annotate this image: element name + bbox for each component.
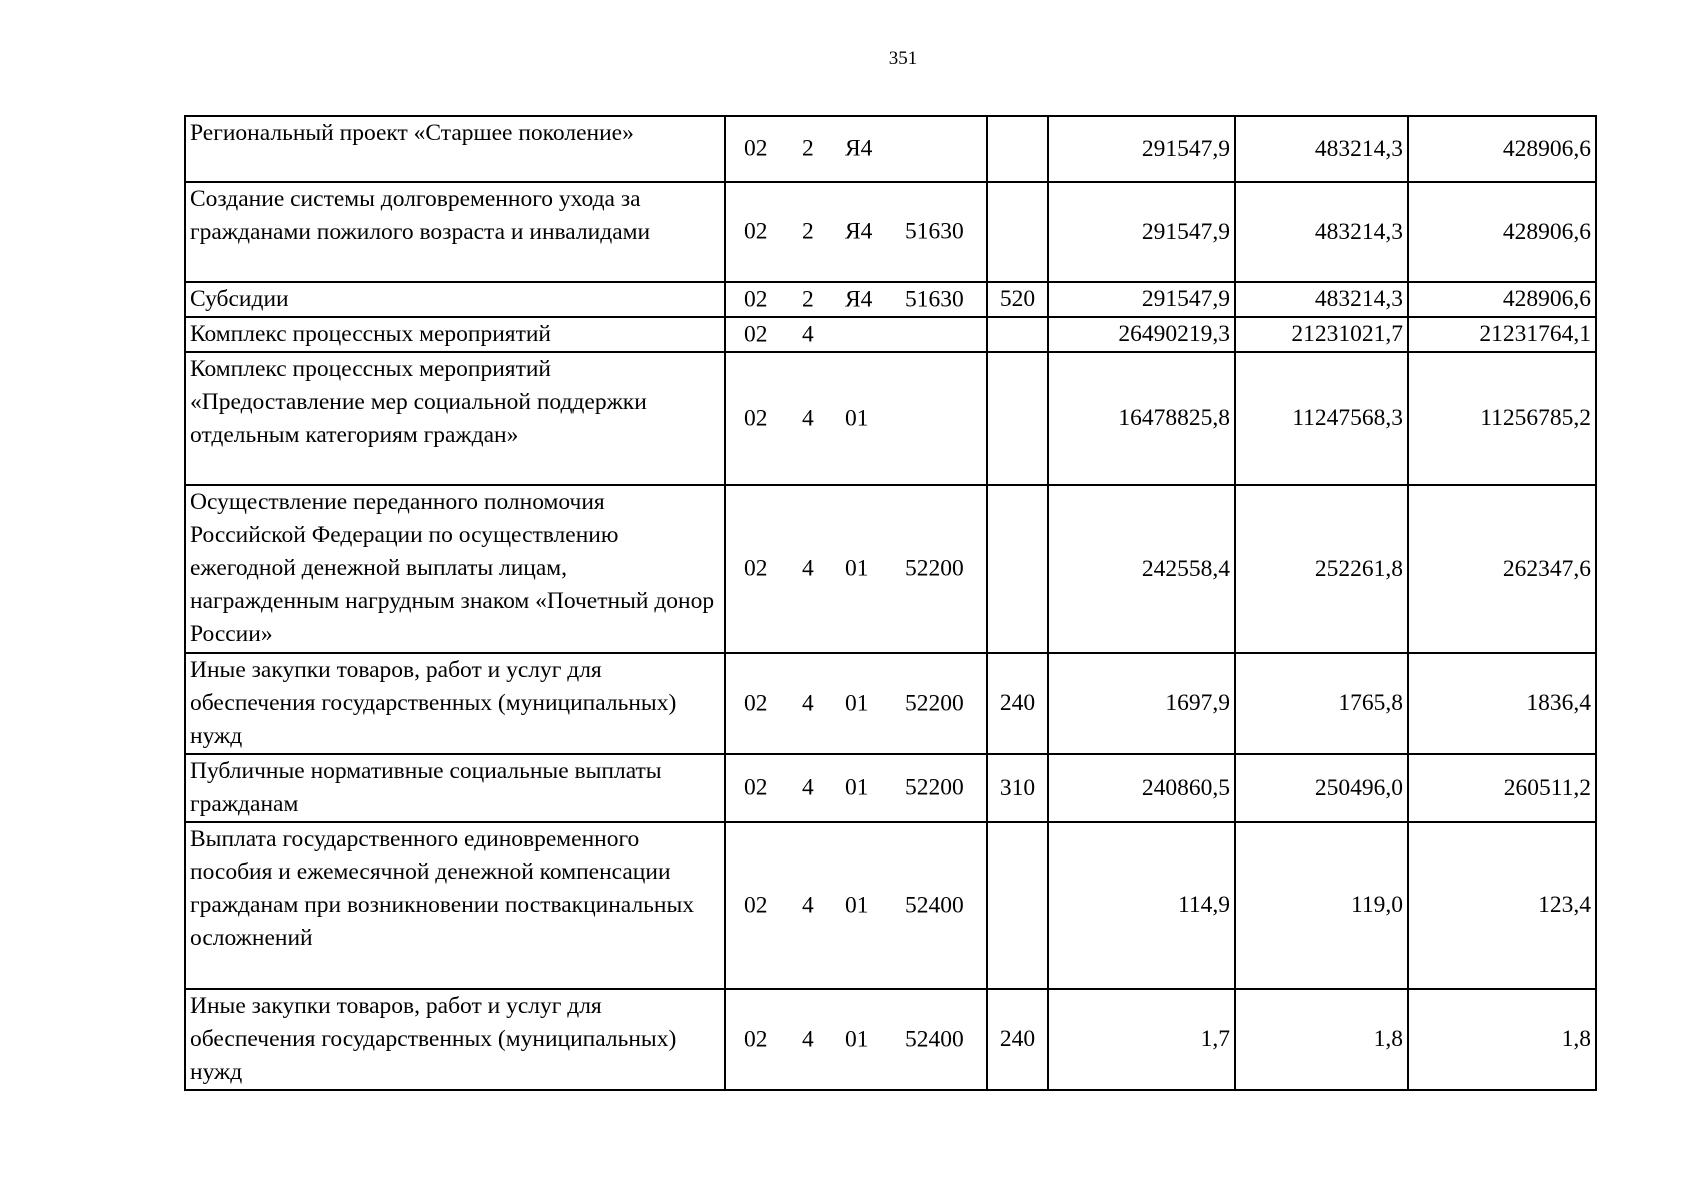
row-name: Выплата государственного единовременного пособия и ежемесячной денежной компенсации гражданам при возникновении поствакцинальных осложнений xyxy=(185,822,725,989)
expense-type-code: 310 xyxy=(987,754,1048,822)
amount-year-3: 262347,6 xyxy=(1408,485,1596,653)
amount-year-3: 260511,2 xyxy=(1408,754,1596,822)
amount-year-1: 240860,5 xyxy=(1048,754,1235,822)
expense-type-code xyxy=(987,485,1048,653)
amount-year-3: 428906,6 xyxy=(1408,182,1596,282)
program-code: 02 xyxy=(744,286,768,312)
table-row xyxy=(185,317,1596,352)
amount-year-1: 291547,9 xyxy=(1048,182,1235,282)
measure-code: 01 xyxy=(845,690,869,716)
amount-year-3: 21231764,1 xyxy=(1408,317,1596,352)
direction-code: 51630 xyxy=(905,218,964,245)
table-row xyxy=(185,116,1596,182)
subprogram-code: 4 xyxy=(802,405,814,431)
row-name: Иные закупки товаров, работ и услуг для обеспечения государственных (муниципальных) нужд xyxy=(185,653,725,754)
expense-type-code xyxy=(987,822,1048,989)
row-name: Иные закупки товаров, работ и услуг для обеспечения государственных (муниципальных) нужд xyxy=(185,989,725,1090)
table-row xyxy=(185,822,1596,989)
direction-code: 52200 xyxy=(905,690,964,716)
subprogram-code: 4 xyxy=(802,321,814,347)
budget-table xyxy=(184,115,1597,1091)
row-name: Комплекс процессных мероприятий xyxy=(185,317,725,352)
amount-year-3: 428906,6 xyxy=(1408,116,1596,182)
amount-year-2: 119,0 xyxy=(1235,822,1408,989)
row-name: Региональный проект «Старшее поколение» xyxy=(185,116,725,182)
row-codes xyxy=(725,282,987,317)
table-row xyxy=(185,653,1596,754)
row-codes xyxy=(725,989,987,1090)
amount-year-1: 26490219,3 xyxy=(1048,317,1235,352)
amount-year-1: 291547,9 xyxy=(1048,282,1235,317)
row-codes xyxy=(725,317,987,352)
program-code: 02 xyxy=(744,135,768,162)
table-row xyxy=(185,282,1596,317)
amount-year-1: 16478825,8 xyxy=(1048,352,1235,485)
table-row xyxy=(185,485,1596,653)
amount-year-2: 252261,8 xyxy=(1235,485,1408,653)
subprogram-code: 4 xyxy=(802,892,814,918)
amount-year-2: 483214,3 xyxy=(1235,116,1408,182)
subprogram-code: 2 xyxy=(802,286,814,312)
row-codes xyxy=(725,822,987,989)
expense-type-code: 240 xyxy=(987,653,1048,754)
program-code: 02 xyxy=(744,405,768,431)
amount-year-2: 1765,8 xyxy=(1235,653,1408,754)
direction-code: 51630 xyxy=(905,286,964,312)
expense-type-code xyxy=(987,116,1048,182)
row-name: Субсидии xyxy=(185,282,725,317)
row-name: Осуществление переданного полномочия Российской Федерации по осуществлению ежегодной денежной выплаты лицам, награжденным нагрудным знаком «Почетный донор России» xyxy=(185,485,725,653)
subprogram-code: 4 xyxy=(802,690,814,716)
amount-year-3: 1836,4 xyxy=(1408,653,1596,754)
subprogram-code: 4 xyxy=(802,555,814,582)
subprogram-code: 2 xyxy=(802,135,814,162)
amount-year-1: 242558,4 xyxy=(1048,485,1235,653)
amount-year-2: 250496,0 xyxy=(1235,754,1408,822)
measure-code: 01 xyxy=(845,892,869,918)
table-row xyxy=(185,754,1596,822)
row-name: Публичные нормативные социальные выплаты гражданам xyxy=(185,754,725,822)
page-number: 351 xyxy=(888,48,918,69)
row-codes xyxy=(725,182,987,282)
measure-code: Я4 xyxy=(845,135,873,162)
program-code: 02 xyxy=(744,690,768,716)
amount-year-3: 11256785,2 xyxy=(1408,352,1596,485)
expense-type-code xyxy=(987,352,1048,485)
measure-code: 01 xyxy=(845,1026,869,1052)
program-code: 02 xyxy=(744,774,768,801)
expense-type-code: 520 xyxy=(987,282,1048,317)
subprogram-code: 4 xyxy=(802,774,814,801)
measure-code: 01 xyxy=(845,774,869,801)
amount-year-2: 21231021,7 xyxy=(1235,317,1408,352)
expense-type-code: 240 xyxy=(987,989,1048,1090)
direction-code: 52200 xyxy=(905,555,964,582)
table-row xyxy=(185,352,1596,485)
subprogram-code: 2 xyxy=(802,218,814,245)
row-name: Создание системы долговременного ухода за гражданами пожилого возраста и инвалидами xyxy=(185,182,725,282)
amount-year-2: 483214,3 xyxy=(1235,182,1408,282)
amount-year-3: 428906,6 xyxy=(1408,282,1596,317)
amount-year-3: 1,8 xyxy=(1408,989,1596,1090)
row-codes xyxy=(725,485,987,653)
table-row xyxy=(185,989,1596,1090)
expense-type-code xyxy=(987,317,1048,352)
amount-year-3: 123,4 xyxy=(1408,822,1596,989)
direction-code: 52400 xyxy=(905,892,964,918)
direction-code: 52200 xyxy=(905,774,964,801)
subprogram-code: 4 xyxy=(802,1026,814,1052)
measure-code: Я4 xyxy=(845,286,873,312)
amount-year-2: 1,8 xyxy=(1235,989,1408,1090)
expense-type-code xyxy=(987,182,1048,282)
amount-year-2: 483214,3 xyxy=(1235,282,1408,317)
amount-year-2: 11247568,3 xyxy=(1235,352,1408,485)
program-code: 02 xyxy=(744,555,768,582)
program-code: 02 xyxy=(744,1026,768,1052)
table-row xyxy=(185,182,1596,282)
program-code: 02 xyxy=(744,218,768,245)
measure-code: 01 xyxy=(845,405,869,431)
row-codes xyxy=(725,754,987,822)
program-code: 02 xyxy=(744,321,768,347)
program-code: 02 xyxy=(744,892,768,918)
amount-year-1: 1697,9 xyxy=(1048,653,1235,754)
row-codes xyxy=(725,116,987,182)
row-codes xyxy=(725,653,987,754)
amount-year-1: 114,9 xyxy=(1048,822,1235,989)
direction-code: 52400 xyxy=(905,1026,964,1052)
row-codes xyxy=(725,352,987,485)
measure-code: 01 xyxy=(845,555,869,582)
amount-year-1: 1,7 xyxy=(1048,989,1235,1090)
row-name: Комплекс процессных мероприятий «Предоставление мер социальной поддержки отдельным категориям граждан» xyxy=(185,352,725,485)
measure-code: Я4 xyxy=(845,218,873,245)
amount-year-1: 291547,9 xyxy=(1048,116,1235,182)
